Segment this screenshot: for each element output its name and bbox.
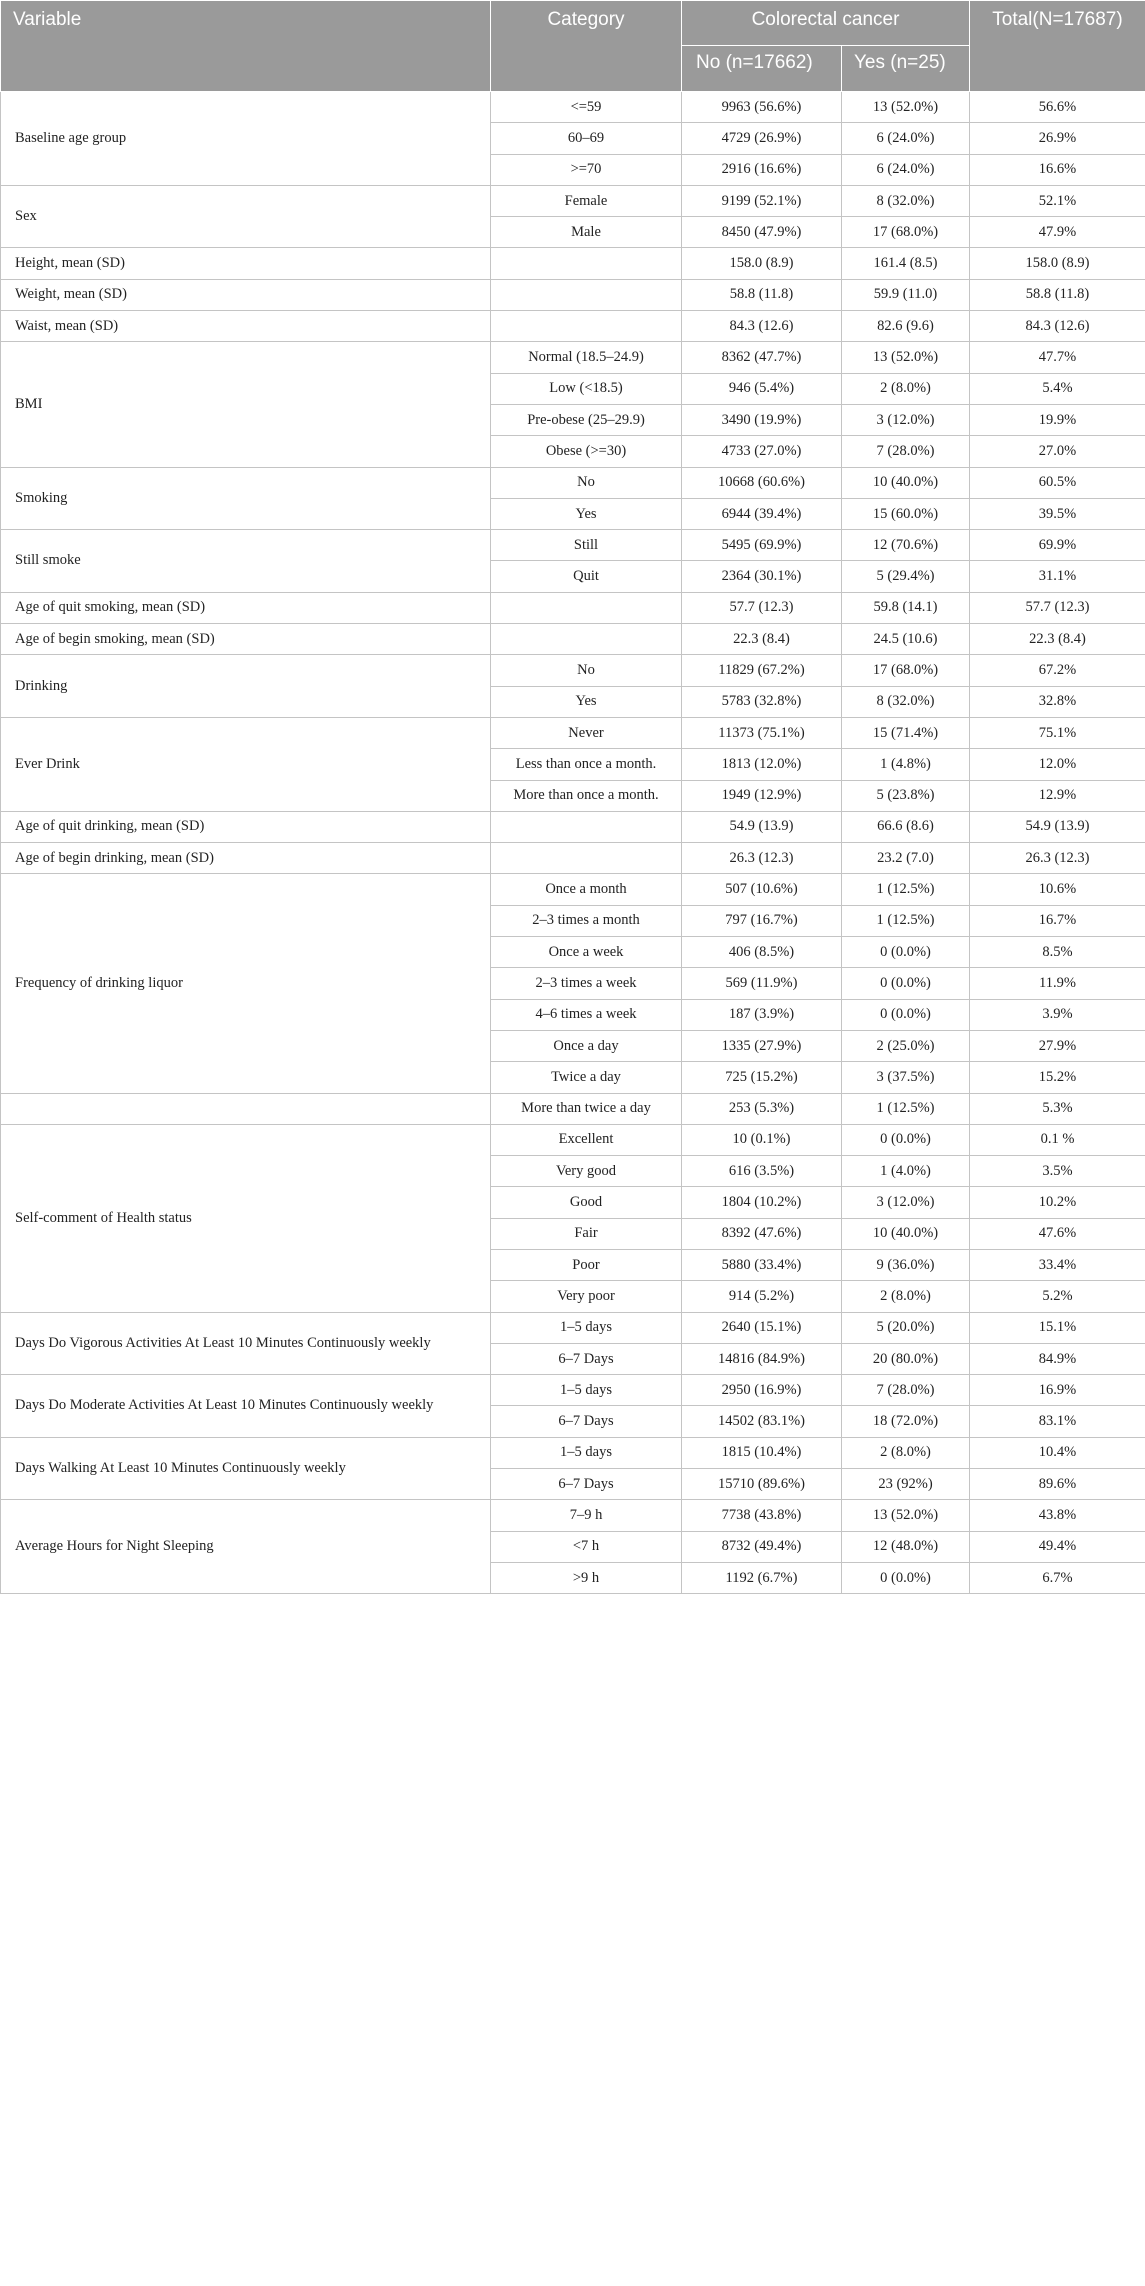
no-cell: 58.8 (11.8) bbox=[682, 279, 842, 310]
header-total: Total(N=17687) bbox=[970, 1, 1145, 92]
table-row bbox=[1, 624, 1145, 655]
no-cell: 2364 (30.1%) bbox=[682, 561, 842, 592]
yes-cell: 0 (0.0%) bbox=[842, 1124, 970, 1155]
total-cell: 26.9% bbox=[970, 123, 1145, 154]
total-cell: 52.1% bbox=[970, 185, 1145, 216]
no-cell: 9199 (52.1%) bbox=[682, 185, 842, 216]
no-cell: 253 (5.3%) bbox=[682, 1093, 842, 1124]
category-cell: Twice a day bbox=[491, 1062, 682, 1093]
no-cell: 1804 (10.2%) bbox=[682, 1187, 842, 1218]
table-row bbox=[1, 592, 1145, 623]
table-row bbox=[1, 1437, 1145, 1468]
variable-cell: Ever Drink bbox=[1, 717, 491, 811]
category-cell: <=59 bbox=[491, 92, 682, 123]
category-cell bbox=[491, 843, 682, 874]
total-cell: 49.4% bbox=[970, 1531, 1145, 1562]
yes-cell: 2 (8.0%) bbox=[842, 1437, 970, 1468]
yes-cell: 59.8 (14.1) bbox=[842, 592, 970, 623]
header-yes: Yes (n=25) bbox=[842, 46, 970, 92]
category-cell: Yes bbox=[491, 498, 682, 529]
category-cell: More than twice a day bbox=[491, 1093, 682, 1124]
table-row bbox=[1, 279, 1145, 310]
total-cell: 0.1 % bbox=[970, 1124, 1145, 1155]
total-cell: 47.6% bbox=[970, 1218, 1145, 1249]
no-cell: 5495 (69.9%) bbox=[682, 530, 842, 561]
no-cell: 1813 (12.0%) bbox=[682, 749, 842, 780]
total-cell: 89.6% bbox=[970, 1469, 1145, 1500]
no-cell: 9963 (56.6%) bbox=[682, 92, 842, 123]
category-cell: 60–69 bbox=[491, 123, 682, 154]
total-cell: 75.1% bbox=[970, 717, 1145, 748]
variable-cell bbox=[1, 1093, 491, 1124]
no-cell: 507 (10.6%) bbox=[682, 874, 842, 905]
yes-cell: 0 (0.0%) bbox=[842, 999, 970, 1030]
no-cell: 914 (5.2%) bbox=[682, 1281, 842, 1312]
no-cell: 57.7 (12.3) bbox=[682, 592, 842, 623]
variable-cell: Age of quit drinking, mean (SD) bbox=[1, 811, 491, 842]
total-cell: 22.3 (8.4) bbox=[970, 624, 1145, 655]
total-cell: 10.6% bbox=[970, 874, 1145, 905]
category-cell bbox=[491, 311, 682, 342]
total-cell: 16.7% bbox=[970, 905, 1145, 936]
total-cell: 83.1% bbox=[970, 1406, 1145, 1437]
table-row bbox=[1, 342, 1145, 373]
yes-cell: 2 (8.0%) bbox=[842, 1281, 970, 1312]
table-row bbox=[1, 530, 1145, 561]
category-cell: Pre-obese (25–29.9) bbox=[491, 404, 682, 435]
variable-cell: Age of begin drinking, mean (SD) bbox=[1, 843, 491, 874]
yes-cell: 1 (12.5%) bbox=[842, 874, 970, 905]
header-variable: Variable bbox=[1, 1, 491, 92]
total-cell: 84.9% bbox=[970, 1343, 1145, 1374]
no-cell: 406 (8.5%) bbox=[682, 937, 842, 968]
category-cell: 6–7 Days bbox=[491, 1406, 682, 1437]
total-cell: 43.8% bbox=[970, 1500, 1145, 1531]
total-cell: 32.8% bbox=[970, 686, 1145, 717]
yes-cell: 0 (0.0%) bbox=[842, 1562, 970, 1593]
yes-cell: 59.9 (11.0) bbox=[842, 279, 970, 310]
yes-cell: 24.5 (10.6) bbox=[842, 624, 970, 655]
category-cell: No bbox=[491, 655, 682, 686]
no-cell: 4729 (26.9%) bbox=[682, 123, 842, 154]
category-cell: No bbox=[491, 467, 682, 498]
total-cell: 15.2% bbox=[970, 1062, 1145, 1093]
total-cell: 10.4% bbox=[970, 1437, 1145, 1468]
category-cell: <7 h bbox=[491, 1531, 682, 1562]
table-row bbox=[1, 655, 1145, 686]
yes-cell: 2 (25.0%) bbox=[842, 1030, 970, 1061]
category-cell: 7–9 h bbox=[491, 1500, 682, 1531]
table-row bbox=[1, 843, 1145, 874]
yes-cell: 1 (12.5%) bbox=[842, 1093, 970, 1124]
total-cell: 57.7 (12.3) bbox=[970, 592, 1145, 623]
total-cell: 69.9% bbox=[970, 530, 1145, 561]
total-cell: 27.0% bbox=[970, 436, 1145, 467]
category-cell bbox=[491, 592, 682, 623]
table-row bbox=[1, 1124, 1145, 1155]
category-cell: Quit bbox=[491, 561, 682, 592]
category-cell: 2–3 times a week bbox=[491, 968, 682, 999]
no-cell: 2916 (16.6%) bbox=[682, 154, 842, 185]
no-cell: 54.9 (13.9) bbox=[682, 811, 842, 842]
table-row bbox=[1, 1375, 1145, 1406]
total-cell: 8.5% bbox=[970, 937, 1145, 968]
variable-cell: Smoking bbox=[1, 467, 491, 530]
category-cell: Less than once a month. bbox=[491, 749, 682, 780]
category-cell bbox=[491, 624, 682, 655]
yes-cell: 66.6 (8.6) bbox=[842, 811, 970, 842]
yes-cell: 2 (8.0%) bbox=[842, 373, 970, 404]
no-cell: 1335 (27.9%) bbox=[682, 1030, 842, 1061]
total-cell: 15.1% bbox=[970, 1312, 1145, 1343]
variable-cell: Average Hours for Night Sleeping bbox=[1, 1500, 491, 1594]
no-cell: 8392 (47.6%) bbox=[682, 1218, 842, 1249]
no-cell: 5783 (32.8%) bbox=[682, 686, 842, 717]
no-cell: 8362 (47.7%) bbox=[682, 342, 842, 373]
table-row bbox=[1, 1093, 1145, 1124]
table-row bbox=[1, 248, 1145, 279]
total-cell: 47.7% bbox=[970, 342, 1145, 373]
variable-cell: Sex bbox=[1, 185, 491, 248]
no-cell: 4733 (27.0%) bbox=[682, 436, 842, 467]
total-cell: 16.6% bbox=[970, 154, 1145, 185]
total-cell: 56.6% bbox=[970, 92, 1145, 123]
category-cell: Good bbox=[491, 1187, 682, 1218]
total-cell: 58.8 (11.8) bbox=[970, 279, 1145, 310]
category-cell: Very poor bbox=[491, 1281, 682, 1312]
variable-cell: Days Do Moderate Activities At Least 10 Minutes Continuously weekly bbox=[1, 1375, 491, 1438]
table-row bbox=[1, 811, 1145, 842]
no-cell: 84.3 (12.6) bbox=[682, 311, 842, 342]
yes-cell: 5 (20.0%) bbox=[842, 1312, 970, 1343]
no-cell: 797 (16.7%) bbox=[682, 905, 842, 936]
no-cell: 7738 (43.8%) bbox=[682, 1500, 842, 1531]
yes-cell: 10 (40.0%) bbox=[842, 1218, 970, 1249]
total-cell: 47.9% bbox=[970, 217, 1145, 248]
total-cell: 5.2% bbox=[970, 1281, 1145, 1312]
category-cell: Once a month bbox=[491, 874, 682, 905]
category-cell: 1–5 days bbox=[491, 1312, 682, 1343]
yes-cell: 6 (24.0%) bbox=[842, 123, 970, 154]
yes-cell: 12 (48.0%) bbox=[842, 1531, 970, 1562]
no-cell: 15710 (89.6%) bbox=[682, 1469, 842, 1500]
category-cell: 1–5 days bbox=[491, 1437, 682, 1468]
yes-cell: 23.2 (7.0) bbox=[842, 843, 970, 874]
yes-cell: 18 (72.0%) bbox=[842, 1406, 970, 1437]
category-cell: Fair bbox=[491, 1218, 682, 1249]
yes-cell: 82.6 (9.6) bbox=[842, 311, 970, 342]
no-cell: 2640 (15.1%) bbox=[682, 1312, 842, 1343]
category-cell: 4–6 times a week bbox=[491, 999, 682, 1030]
total-cell: 5.3% bbox=[970, 1093, 1145, 1124]
no-cell: 158.0 (8.9) bbox=[682, 248, 842, 279]
no-cell: 1192 (6.7%) bbox=[682, 1562, 842, 1593]
no-cell: 946 (5.4%) bbox=[682, 373, 842, 404]
header-category: Category bbox=[491, 1, 682, 92]
no-cell: 187 (3.9%) bbox=[682, 999, 842, 1030]
table-row bbox=[1, 467, 1145, 498]
total-cell: 33.4% bbox=[970, 1249, 1145, 1280]
category-cell bbox=[491, 248, 682, 279]
table-row bbox=[1, 185, 1145, 216]
no-cell: 8450 (47.9%) bbox=[682, 217, 842, 248]
category-cell: 6–7 Days bbox=[491, 1343, 682, 1374]
total-cell: 67.2% bbox=[970, 655, 1145, 686]
variable-cell: Still smoke bbox=[1, 530, 491, 593]
no-cell: 1949 (12.9%) bbox=[682, 780, 842, 811]
no-cell: 616 (3.5%) bbox=[682, 1156, 842, 1187]
no-cell: 725 (15.2%) bbox=[682, 1062, 842, 1093]
yes-cell: 23 (92%) bbox=[842, 1469, 970, 1500]
yes-cell: 6 (24.0%) bbox=[842, 154, 970, 185]
total-cell: 16.9% bbox=[970, 1375, 1145, 1406]
variable-cell: Frequency of drinking liquor bbox=[1, 874, 491, 1093]
variable-cell: Height, mean (SD) bbox=[1, 248, 491, 279]
total-cell: 60.5% bbox=[970, 467, 1145, 498]
table-row bbox=[1, 717, 1145, 748]
category-cell: 1–5 days bbox=[491, 1375, 682, 1406]
no-cell: 569 (11.9%) bbox=[682, 968, 842, 999]
category-cell: Low (<18.5) bbox=[491, 373, 682, 404]
total-cell: 27.9% bbox=[970, 1030, 1145, 1061]
no-cell: 10 (0.1%) bbox=[682, 1124, 842, 1155]
total-cell: 12.9% bbox=[970, 780, 1145, 811]
yes-cell: 8 (32.0%) bbox=[842, 185, 970, 216]
table-body bbox=[1, 92, 1145, 1594]
total-cell: 19.9% bbox=[970, 404, 1145, 435]
total-cell: 3.9% bbox=[970, 999, 1145, 1030]
total-cell: 12.0% bbox=[970, 749, 1145, 780]
no-cell: 2950 (16.9%) bbox=[682, 1375, 842, 1406]
variable-cell: Drinking bbox=[1, 655, 491, 718]
category-cell: Very good bbox=[491, 1156, 682, 1187]
no-cell: 14816 (84.9%) bbox=[682, 1343, 842, 1374]
variable-cell: Self-comment of Health status bbox=[1, 1124, 491, 1312]
yes-cell: 15 (71.4%) bbox=[842, 717, 970, 748]
variable-cell: Days Walking At Least 10 Minutes Continuously weekly bbox=[1, 1437, 491, 1500]
yes-cell: 10 (40.0%) bbox=[842, 467, 970, 498]
category-cell: Yes bbox=[491, 686, 682, 717]
variable-cell: Age of begin smoking, mean (SD) bbox=[1, 624, 491, 655]
total-cell: 39.5% bbox=[970, 498, 1145, 529]
category-cell: Female bbox=[491, 185, 682, 216]
yes-cell: 3 (12.0%) bbox=[842, 404, 970, 435]
variable-cell: Baseline age group bbox=[1, 92, 491, 186]
yes-cell: 13 (52.0%) bbox=[842, 342, 970, 373]
category-cell: Poor bbox=[491, 1249, 682, 1280]
table-row bbox=[1, 1500, 1145, 1531]
yes-cell: 7 (28.0%) bbox=[842, 436, 970, 467]
total-cell: 10.2% bbox=[970, 1187, 1145, 1218]
category-cell: 6–7 Days bbox=[491, 1469, 682, 1500]
category-cell: Normal (18.5–24.9) bbox=[491, 342, 682, 373]
header-no: No (n=17662) bbox=[682, 46, 842, 92]
table-row bbox=[1, 874, 1145, 905]
no-cell: 22.3 (8.4) bbox=[682, 624, 842, 655]
category-cell: Never bbox=[491, 717, 682, 748]
variable-cell: Weight, mean (SD) bbox=[1, 279, 491, 310]
yes-cell: 15 (60.0%) bbox=[842, 498, 970, 529]
total-cell: 5.4% bbox=[970, 373, 1145, 404]
no-cell: 6944 (39.4%) bbox=[682, 498, 842, 529]
total-cell: 158.0 (8.9) bbox=[970, 248, 1145, 279]
no-cell: 5880 (33.4%) bbox=[682, 1249, 842, 1280]
table-row bbox=[1, 1312, 1145, 1343]
yes-cell: 3 (37.5%) bbox=[842, 1062, 970, 1093]
total-cell: 26.3 (12.3) bbox=[970, 843, 1145, 874]
category-cell: More than once a month. bbox=[491, 780, 682, 811]
yes-cell: 3 (12.0%) bbox=[842, 1187, 970, 1218]
total-cell: 3.5% bbox=[970, 1156, 1145, 1187]
total-cell: 11.9% bbox=[970, 968, 1145, 999]
category-cell: Excellent bbox=[491, 1124, 682, 1155]
total-cell: 6.7% bbox=[970, 1562, 1145, 1593]
yes-cell: 7 (28.0%) bbox=[842, 1375, 970, 1406]
yes-cell: 5 (23.8%) bbox=[842, 780, 970, 811]
variable-cell: Waist, mean (SD) bbox=[1, 311, 491, 342]
variable-cell: Days Do Vigorous Activities At Least 10 Minutes Continuously weekly bbox=[1, 1312, 491, 1375]
yes-cell: 8 (32.0%) bbox=[842, 686, 970, 717]
category-cell: >=70 bbox=[491, 154, 682, 185]
header-colorectal-cancer: Colorectal cancer bbox=[682, 1, 970, 46]
no-cell: 26.3 (12.3) bbox=[682, 843, 842, 874]
total-cell: 31.1% bbox=[970, 561, 1145, 592]
variable-cell: Age of quit smoking, mean (SD) bbox=[1, 592, 491, 623]
category-cell: Once a week bbox=[491, 937, 682, 968]
category-cell: Obese (>=30) bbox=[491, 436, 682, 467]
no-cell: 10668 (60.6%) bbox=[682, 467, 842, 498]
yes-cell: 0 (0.0%) bbox=[842, 968, 970, 999]
table-header bbox=[1, 1, 1145, 92]
yes-cell: 1 (12.5%) bbox=[842, 905, 970, 936]
no-cell: 8732 (49.4%) bbox=[682, 1531, 842, 1562]
category-cell: Still bbox=[491, 530, 682, 561]
category-cell bbox=[491, 811, 682, 842]
no-cell: 14502 (83.1%) bbox=[682, 1406, 842, 1437]
yes-cell: 13 (52.0%) bbox=[842, 92, 970, 123]
yes-cell: 17 (68.0%) bbox=[842, 217, 970, 248]
yes-cell: 0 (0.0%) bbox=[842, 937, 970, 968]
variable-cell: BMI bbox=[1, 342, 491, 467]
category-cell: Male bbox=[491, 217, 682, 248]
no-cell: 11829 (67.2%) bbox=[682, 655, 842, 686]
table-row bbox=[1, 311, 1145, 342]
yes-cell: 5 (29.4%) bbox=[842, 561, 970, 592]
yes-cell: 12 (70.6%) bbox=[842, 530, 970, 561]
yes-cell: 13 (52.0%) bbox=[842, 1500, 970, 1531]
category-cell bbox=[491, 279, 682, 310]
total-cell: 54.9 (13.9) bbox=[970, 811, 1145, 842]
no-cell: 11373 (75.1%) bbox=[682, 717, 842, 748]
no-cell: 1815 (10.4%) bbox=[682, 1437, 842, 1468]
table-row bbox=[1, 92, 1145, 123]
yes-cell: 161.4 (8.5) bbox=[842, 248, 970, 279]
category-cell: >9 h bbox=[491, 1562, 682, 1593]
yes-cell: 9 (36.0%) bbox=[842, 1249, 970, 1280]
yes-cell: 17 (68.0%) bbox=[842, 655, 970, 686]
yes-cell: 1 (4.0%) bbox=[842, 1156, 970, 1187]
category-cell: Once a day bbox=[491, 1030, 682, 1061]
total-cell: 84.3 (12.6) bbox=[970, 311, 1145, 342]
no-cell: 3490 (19.9%) bbox=[682, 404, 842, 435]
yes-cell: 20 (80.0%) bbox=[842, 1343, 970, 1374]
category-cell: 2–3 times a month bbox=[491, 905, 682, 936]
yes-cell: 1 (4.8%) bbox=[842, 749, 970, 780]
